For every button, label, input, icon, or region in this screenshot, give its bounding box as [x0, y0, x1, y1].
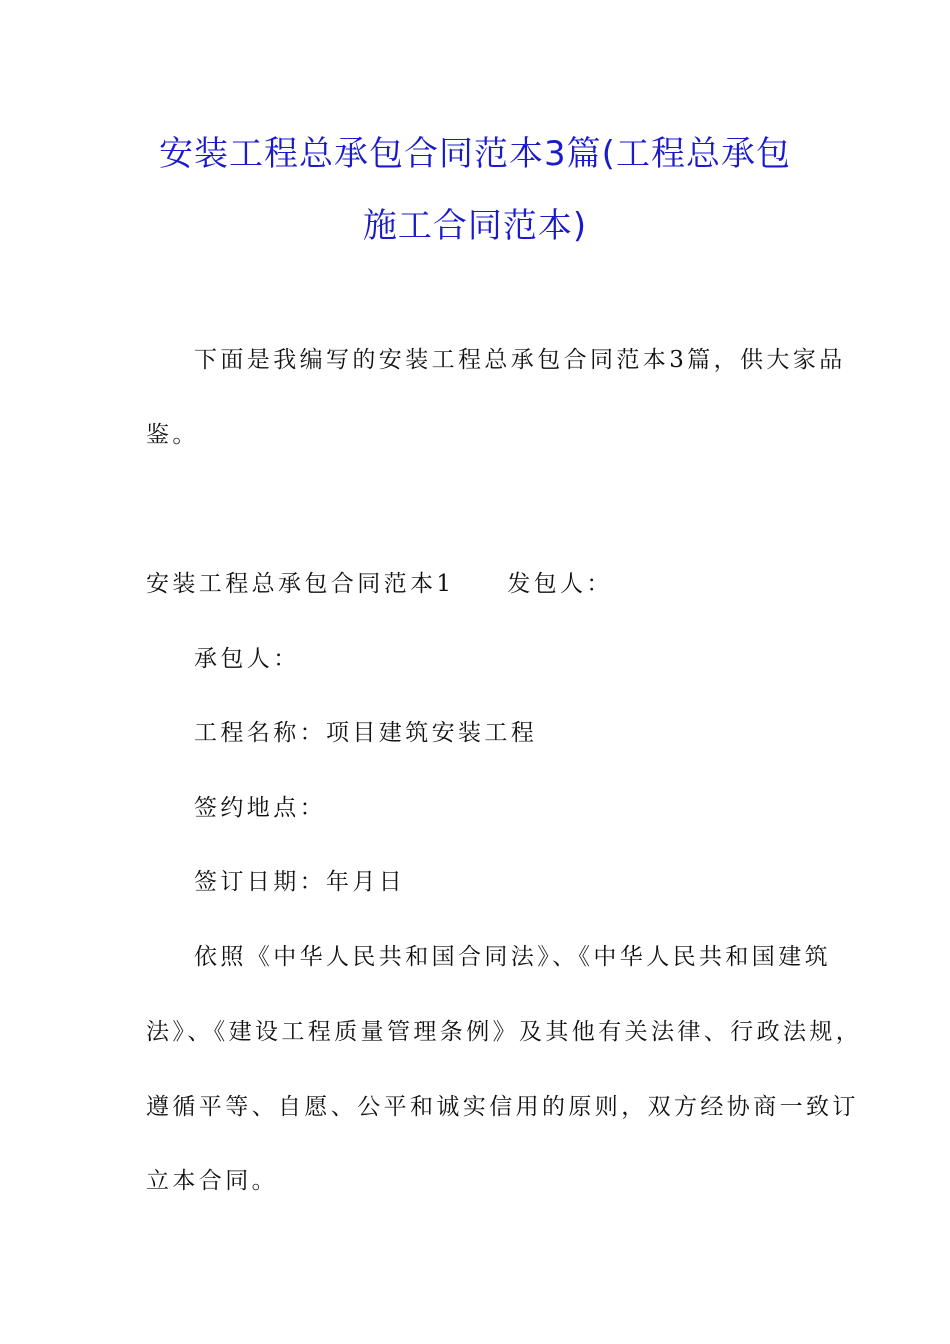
- intro-paragraph-line-1: 下面是我编写的安装工程总承包合同范本3篇，供大家品: [194, 347, 846, 373]
- intro-paragraph-line-2: 鉴。: [146, 422, 199, 448]
- basis-paragraph-line-4: 立本合同。: [146, 1168, 278, 1194]
- document-title-line-1: 安装工程总承包合同范本3篇(工程总承包: [159, 134, 791, 174]
- basis-paragraph-line-2: 法》、《建设工程质量管理条例》及其他有关法律、行政法规，: [146, 1019, 863, 1045]
- section-heading-line: 安装工程总承包合同范本1 发包人：: [146, 571, 613, 597]
- project-name-field: 工程名称：项目建筑安装工程: [194, 720, 538, 746]
- signing-date-field: 签订日期：年月日: [194, 869, 406, 895]
- basis-paragraph-line-3: 遵循平等、自愿、公平和诚实信用的原则，双方经协商一致订: [146, 1094, 859, 1120]
- contractor-field: 承包人：: [194, 646, 300, 672]
- basis-paragraph-line-1: 依照《中华人民共和国合同法》、《中华人民共和国建筑: [194, 944, 831, 970]
- signing-place-field: 签约地点：: [194, 795, 326, 821]
- document-title-line-2: 施工合同范本): [362, 206, 588, 246]
